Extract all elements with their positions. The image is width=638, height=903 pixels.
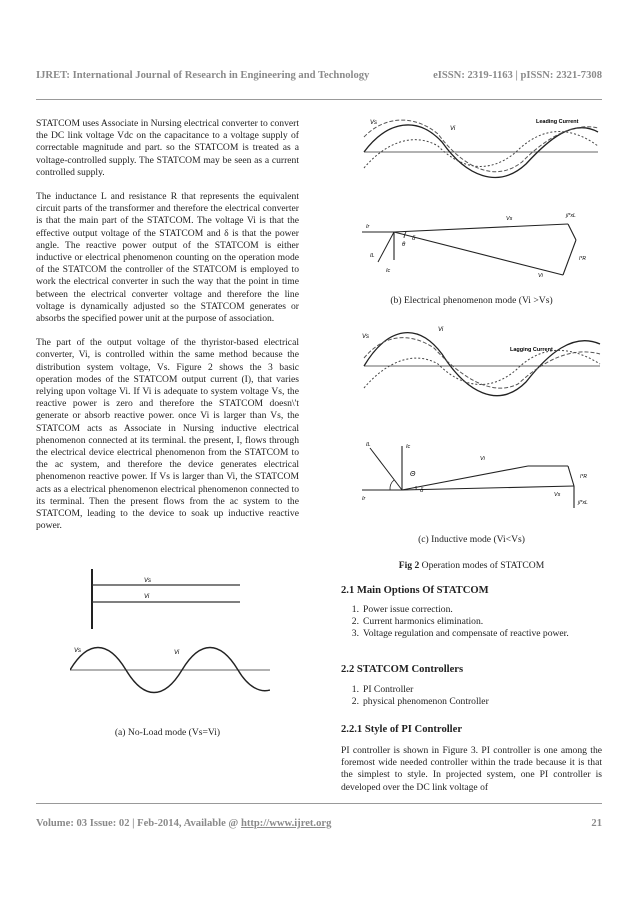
fig-b-vi-ph-label: Vi bbox=[538, 273, 543, 279]
footer-volume: Volume: 03 Issue: 02 | Feb-2014, Available @ http://www.ijret.org bbox=[36, 818, 332, 829]
caption-b: (b) Electrical phenomenon mode (Vi >Vs) bbox=[390, 295, 553, 306]
fig-a-vs-wave-label: Vs bbox=[74, 648, 82, 654]
section-2-2-heading: 2.2 STATCOM Controllers bbox=[341, 664, 464, 675]
figure-c bbox=[358, 318, 608, 526]
figure-b bbox=[358, 112, 608, 292]
footer-divider bbox=[36, 803, 602, 804]
fig-c-ic-label: Ic bbox=[406, 444, 411, 450]
fig-b-theta-label: θ bbox=[402, 242, 406, 248]
journal-name: IJRET: International Journal of Research in Engineering and Technology bbox=[36, 70, 370, 81]
fig-b-vs-label: Vs bbox=[370, 120, 378, 126]
paragraph-1: STATCOM uses Associate in Nursing electrical converter to convert the DC link voltage Vdc on the capacitance to a voltage supply of correctable magnitude and part. so the STATCOM is treated as a voltage-controlled supply. The STATCOM may be seen as a current controlled supply. bbox=[36, 118, 299, 178]
journal-link[interactable]: http://www.ijret.org bbox=[240, 818, 332, 829]
fig-b-vi-label: Vi bbox=[450, 126, 456, 132]
fig-c-vs-label: Vs bbox=[362, 334, 370, 340]
fig-c-ir-label: Ir bbox=[362, 496, 366, 502]
caption-c: (c) Inductive mode (Vi<Vs) bbox=[418, 534, 525, 545]
fig-c-il-label: IL bbox=[366, 442, 371, 448]
fig-c-delta-label: δ bbox=[420, 488, 424, 494]
section-2-1-heading: 2.1 Main Options Of STATCOM bbox=[341, 585, 489, 596]
page-number: 21 bbox=[591, 818, 602, 829]
fig-c-jxl-label: jI*xL bbox=[578, 500, 588, 506]
section-2-2-1-text: PI controller is shown in Figure 3. PI controller is one among the foremost wide needed controller within the trade because it is that the simplest to style. In projected system, one PI controller is developed over the DC link voltage of bbox=[341, 745, 602, 793]
fig-b-vs-ph-label: Vs bbox=[506, 216, 513, 222]
fig-b-ic-label: Ic bbox=[386, 268, 391, 274]
section-2-1-list bbox=[341, 604, 571, 640]
figure-2-title: Operation modes of STATCOM bbox=[421, 560, 545, 571]
figure-a bbox=[70, 565, 270, 715]
fig-c-current-label: Lagging Current bbox=[510, 347, 553, 353]
header-divider bbox=[36, 99, 602, 100]
list-item: 2. physical phenomenon Controller bbox=[351, 696, 489, 707]
caption-a: (a) No-Load mode (Vs=Vi) bbox=[114, 727, 221, 738]
issn: eISSN: 2319-1163 | pISSN: 2321-7308 bbox=[433, 70, 602, 81]
fig-c-vi-label: Vi bbox=[438, 327, 444, 333]
fig-c-theta-label: Θ bbox=[410, 471, 416, 478]
figure-2-label: Fig 2 bbox=[398, 560, 420, 571]
page-footer bbox=[36, 818, 602, 829]
fig-b-current-label: Leading Current bbox=[536, 119, 579, 125]
figure-2-caption bbox=[341, 560, 602, 571]
fig-c-ir-drop-label: I*R bbox=[580, 474, 587, 480]
list-item: 1. PI Controller bbox=[351, 684, 414, 695]
paragraph-2: The inductance L and resistance R that represents the equivalent circuit parts of the transformer and therefore the electrical converter is that the main part of the STATCOM. The voltage Vi is that the effective output voltage of the STATCOM and δ is that the power angle. The reactive power output of the STATCOM is either inductive or electrical phenomenon counting on the operation mode of the STATCOM the controller of the STATCOM is employed to work the electrical converter in such the way that the point in time between the electrical converter voltage and therefore the line voltage is dynamically adjusted so the STATCOM generates or absorbs the specified power unit at the purpose of association. bbox=[36, 191, 299, 325]
fig-a-vi-wave-label: Vi bbox=[174, 650, 180, 656]
fig-a-vs-label: Vs bbox=[144, 578, 152, 584]
fig-a-vi-label: Vi bbox=[144, 594, 150, 600]
left-column bbox=[36, 118, 299, 545]
fig-b-il-label: IL bbox=[370, 253, 375, 259]
fig-c-vs-ph-label: Vs bbox=[554, 492, 561, 498]
fig-b-jxl-label: jI*xL bbox=[566, 213, 576, 219]
fig-b-ir-drop-label: I*R bbox=[579, 256, 586, 262]
section-2-2-list bbox=[341, 684, 571, 708]
list-item: 3. Voltage regulation and compensate of reactive power. bbox=[351, 628, 569, 639]
page-header bbox=[36, 70, 602, 81]
list-item: 2. Current harmonics elimination. bbox=[351, 616, 484, 627]
fig-b-delta-label: δ bbox=[412, 236, 416, 242]
list-item: 1. Power issue correction. bbox=[351, 604, 453, 615]
fig-b-ir-label: Ir bbox=[366, 224, 370, 230]
paragraph-3: The part of the output voltage of the thyristor-based electrical converter, Vi, is controlled within the same method because the distribution system voltage, Vs. Figure 2 shows the 3 basic operation modes of the STATCOM output current (I), that varies relying upon voltage Vi. If Vi is adequate to system voltage Vs, the reactive power is zero and therefore the STATCOM doesn\'t generate or absorb reactive power. once Vi is larger than Vs, the STATCOM acts as Associate in Nursing inductive electrical phenomenon connected at its terminal. the present, I, flows through the electrical device electrical phenomenon from the STATCOM to the ac system, and therefore the device generates electrical phenomenon reactive power. If Vs is larger than Vi, the STATCOM acts as a electrical phenomenon electrical phenomenon connected to its terminal. Then the present flows from the ac system to the STATCOM, leading to the device to soak up inductive reactive power. bbox=[36, 337, 299, 532]
fig-c-vi-ph-label: Vi bbox=[480, 456, 485, 462]
section-2-2-1-heading: 2.2.1 Style of PI Controller bbox=[341, 724, 463, 735]
